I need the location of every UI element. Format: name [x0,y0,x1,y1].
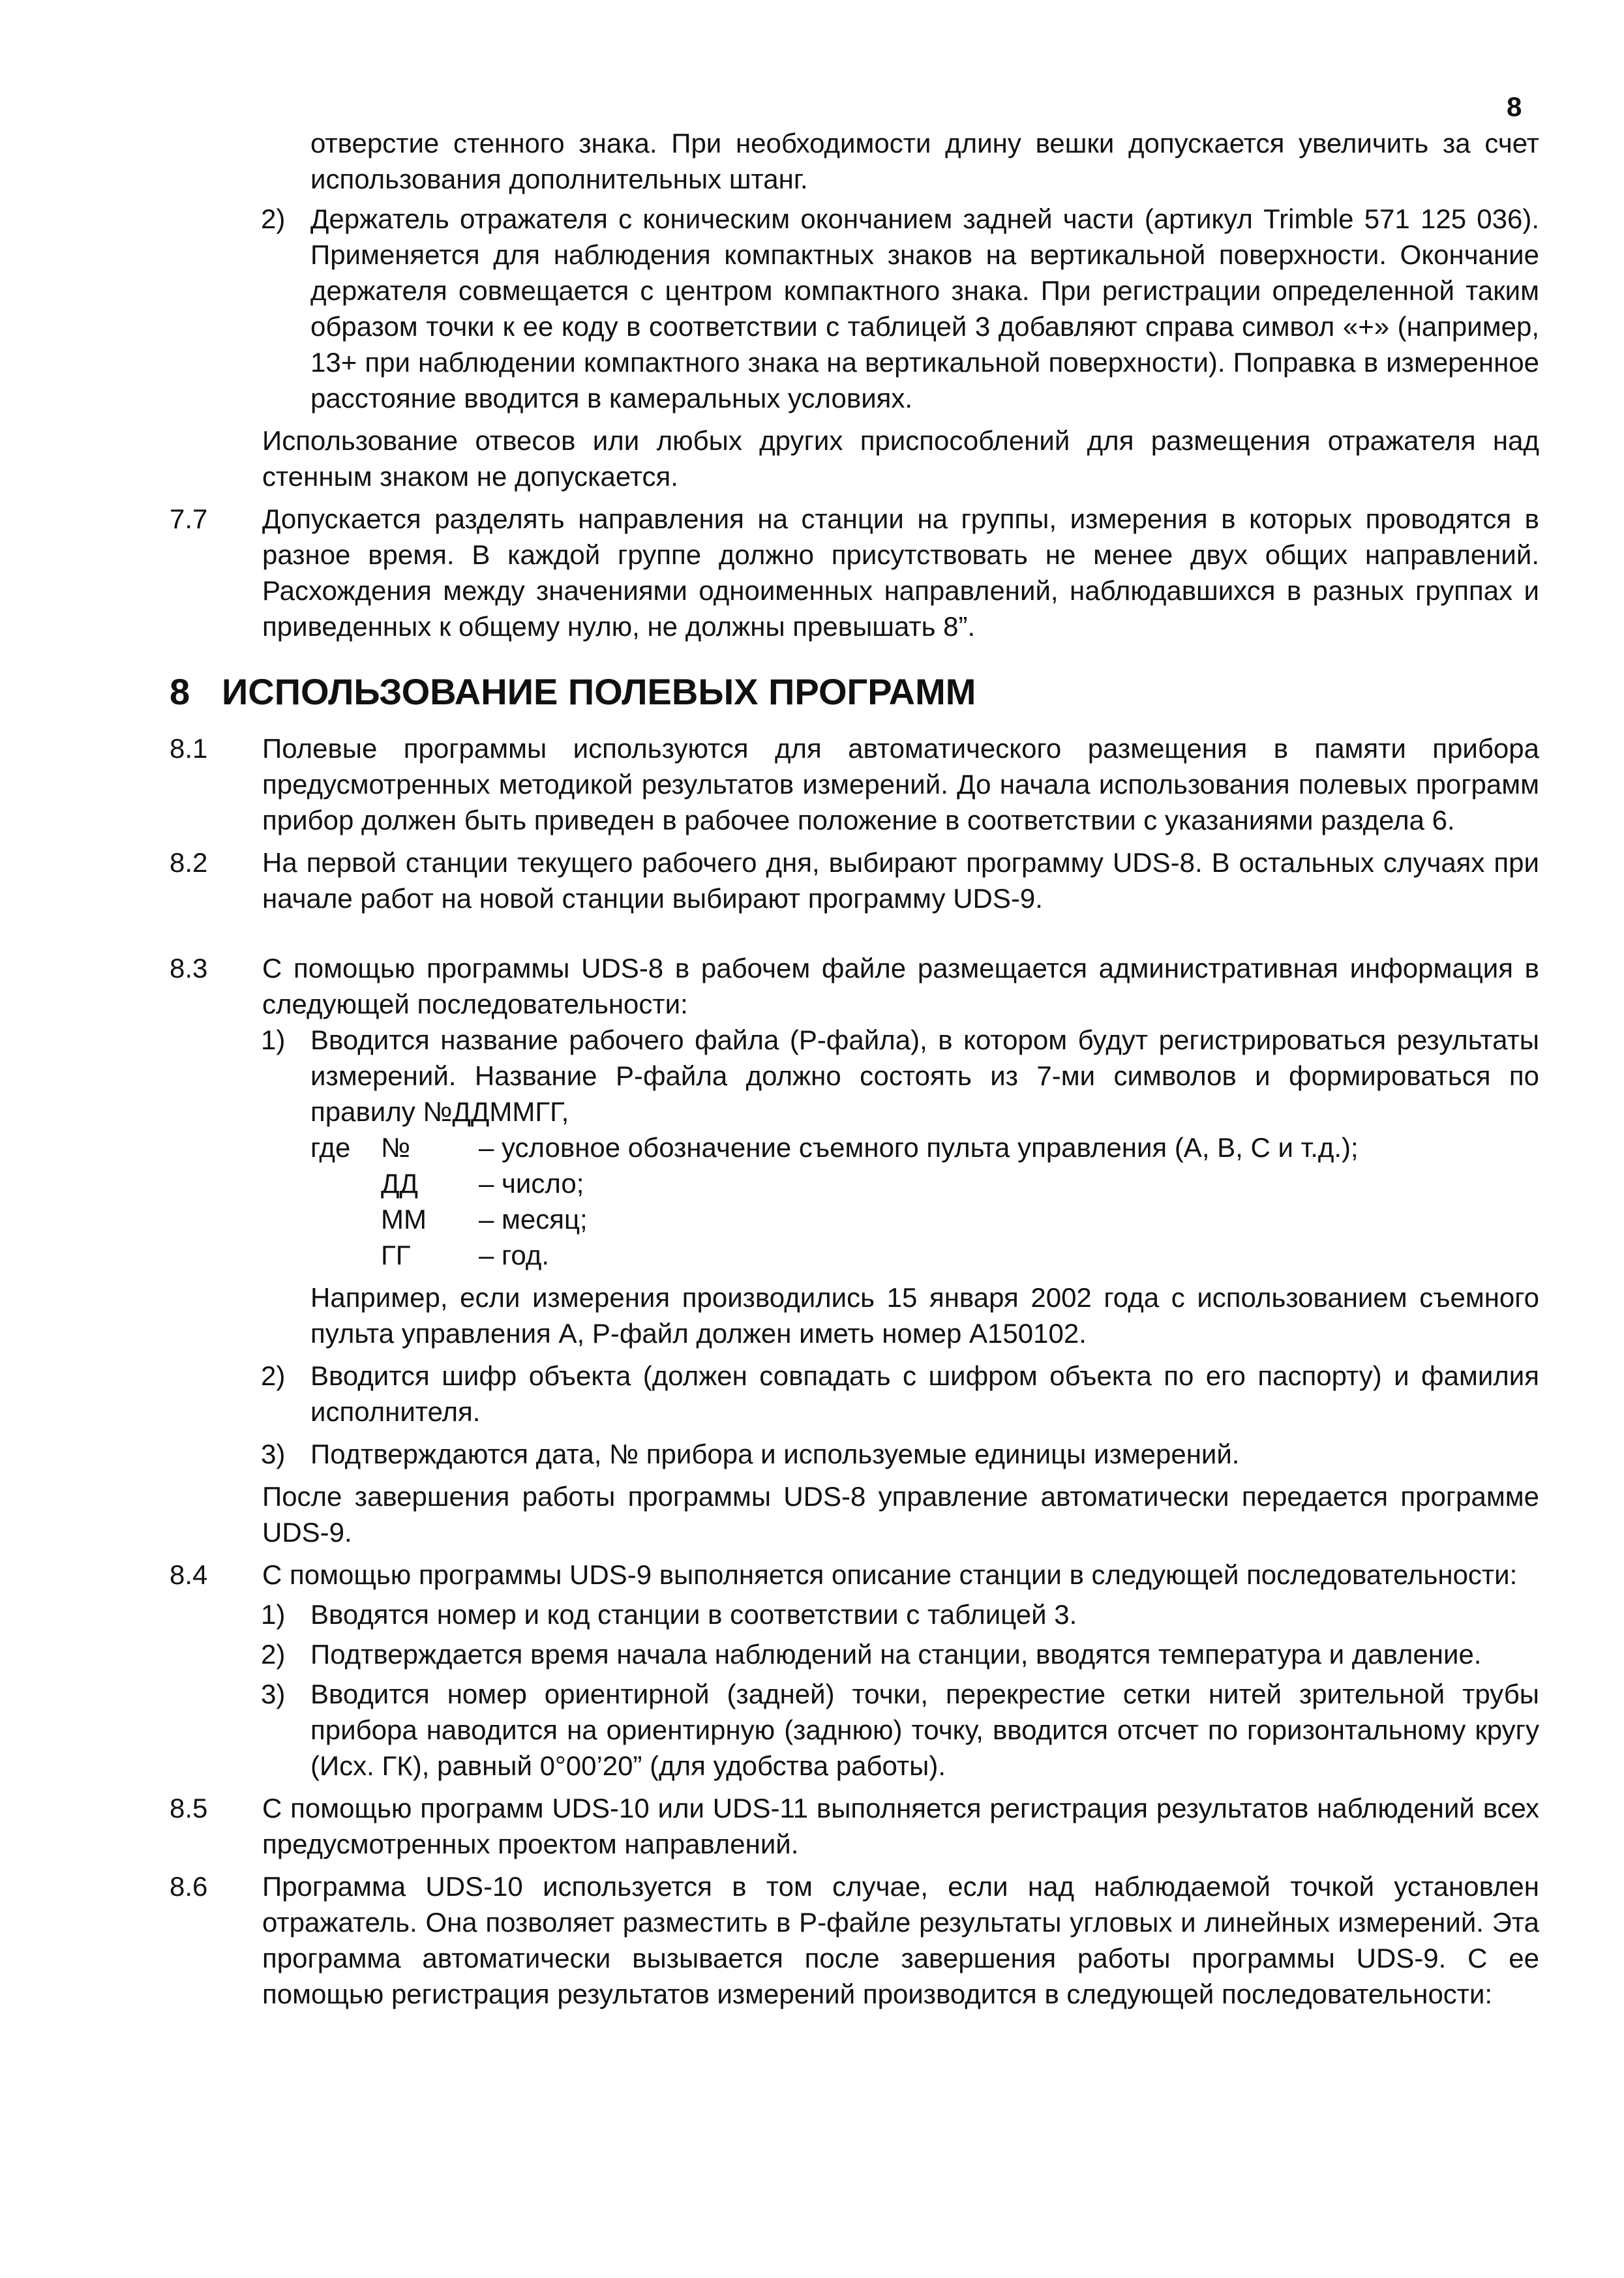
where-label: где [310,1132,351,1163]
definition-desc: – год. [479,1240,550,1270]
section-text: С помощью программы UDS-9 выполняется описание станции в следующей последовательности: [262,1559,1518,1590]
page-content [170,125,1539,2012]
list-number: 2) [261,1360,286,1391]
section-text: Полевые программы используются для автоматического размещения в памяти прибора предусмотренных методикой результатов измерений. До начала использования полевых программ прибор должен быть приведен в рабочее положение в соответствии с указаниями раздела 6. [262,733,1539,835]
definition-key: ДД [381,1168,418,1199]
page-number: 8 [1507,91,1522,122]
definition-key: № [381,1132,411,1163]
definition-row [310,1201,1539,1237]
section-number: 8.4 [170,1559,208,1590]
section-number: 8.3 [170,953,208,983]
list-item [170,1676,1539,1784]
section-number: 8.5 [170,1793,208,1823]
section-7-7 [170,501,1539,644]
continuation-paragraph: отверстие стенного знака. При необходимости длину вешки допускается увеличить за счет использования дополнительных штанг. [310,128,1539,194]
heading-title: ИСПОЛЬЗОВАНИЕ ПОЛЕВЫХ ПРОГРАММ [222,671,976,712]
list-text: Вводится название рабочего файла (Р-файла), в котором будут регистрироваться результаты измерений. Название Р-файла должно состоять из 7-ми символов и формироваться по правилу №ДДММГГ, [310,1025,1539,1127]
section-8-1 [170,730,1539,838]
section-8-4 [170,1557,1539,1593]
list-number: 3) [261,1439,286,1469]
section-8-6 [170,1868,1539,2012]
list-item [170,1358,1539,1430]
list-item [170,1436,1539,1472]
definition-key: ГГ [381,1240,411,1270]
list-text: Подтверждается время начала наблюдений на станции, вводятся температура и давление. [310,1639,1482,1670]
definitions-list [310,1130,1539,1273]
section-number: 8.2 [170,847,208,878]
after-paragraph: После завершения работы программы UDS-8 управление автоматически передается программе UDS-9. [262,1481,1539,1548]
section-8-2 [170,845,1539,916]
list-text: Вводится шифр объекта (должен совпадать с шифром объекта по его паспорту) и фамилия исполнителя. [310,1360,1539,1427]
note-paragraph: Использование отвесов или любых других приспособлений для размещения отражателя над стенным знаком не допускается. [262,425,1539,492]
section-number: 7.7 [170,503,208,534]
section-text: Программа UDS-10 используется в том случае, если над наблюдаемой точкой установлен отражатель. Она позволяет разместить в Р-файле результаты угловых и линейных измерений. Эта программа автоматически вызывается после завершения работы программы UDS-9. С ее помощью регистрация результатов измерений производится в следующей последовательности: [262,1871,1539,2009]
list-item [170,201,1539,416]
section-text: С помощью программы UDS-8 в рабочем файле размещается административная информация в следующей последовательности: [262,953,1539,1019]
example-paragraph: Например, если измерения производились 15 января 2002 года с использованием съемного пульта управления А, Р-файл должен иметь номер А150102. [310,1282,1539,1349]
list-text: Вводится номер ориентирной (задней) точки, перекрестие сетки нитей зрительной трубы прибора наводится на ориентирную (заднюю) точку, вводится отсчет по горизонтальному кругу (Исх. ГК), равный 0°00’20” (для удобства работы). [310,1679,1539,1781]
definition-row [310,1165,1539,1201]
list-number: 1) [261,1599,286,1630]
list-number: 3) [261,1679,286,1709]
definition-key: ММ [381,1204,427,1235]
definition-desc: – число; [479,1168,584,1199]
list-number: 2) [261,1639,286,1670]
section-8-3 [170,950,1539,1022]
section-text: Допускается разделять направления на станции на группы, измерения в которых проводятся в разное время. В каждой группе должно присутствовать не менее двух общих направлений. Расхождения между значениями одноименных направлений, наблюдавшихся в разных группах и приведенных к общему нулю, не должны превышать 8”. [262,503,1539,642]
list-item [170,1636,1539,1672]
list-text: Вводятся номер и код станции в соответствии с таблицей 3. [310,1599,1077,1630]
section-text: С помощью программ UDS-10 или UDS-11 выполняется регистрация результатов наблюдений всех предусмотренных проектом направлений. [262,1793,1539,1859]
definition-row [310,1237,1539,1273]
heading-number: 8 [170,671,190,712]
definition-desc: – условное обозначение съемного пульта управления (А, В, С и т.д.); [479,1132,1359,1163]
list-item [170,1596,1539,1632]
section-heading [170,669,1539,715]
list-text: Подтверждаются дата, № прибора и используемые единицы измерений. [310,1439,1240,1469]
section-number: 8.1 [170,733,208,764]
definition-row [310,1130,1539,1165]
section-number: 8.6 [170,1871,208,1902]
section-8-5 [170,1790,1539,1862]
list-number: 2) [261,203,286,234]
definition-desc: – месяц; [479,1204,588,1235]
list-item [170,1022,1539,1130]
list-text: Держатель отражателя с коническим окончанием задней части (артикул Trimble 571 125 036). Применяется для наблюдения компактных знаков на вертикальной поверхности. Окончание держателя совмещается с центром компактного знака. При регистрации определенной таким образом точки к ее коду в соответствии с таблицей 3 добавляют справа символ «+» (например, 13+ при наблюдении компактного знака на вертикальной поверхности). Поправка в измеренное расстояние вводится в камеральных условиях. [310,203,1539,413]
list-number: 1) [261,1025,286,1055]
section-text: На первой станции текущего рабочего дня, выбирают программу UDS-8. В остальных случаях при начале работ на новой станции выбирают программу UDS-9. [262,847,1539,914]
